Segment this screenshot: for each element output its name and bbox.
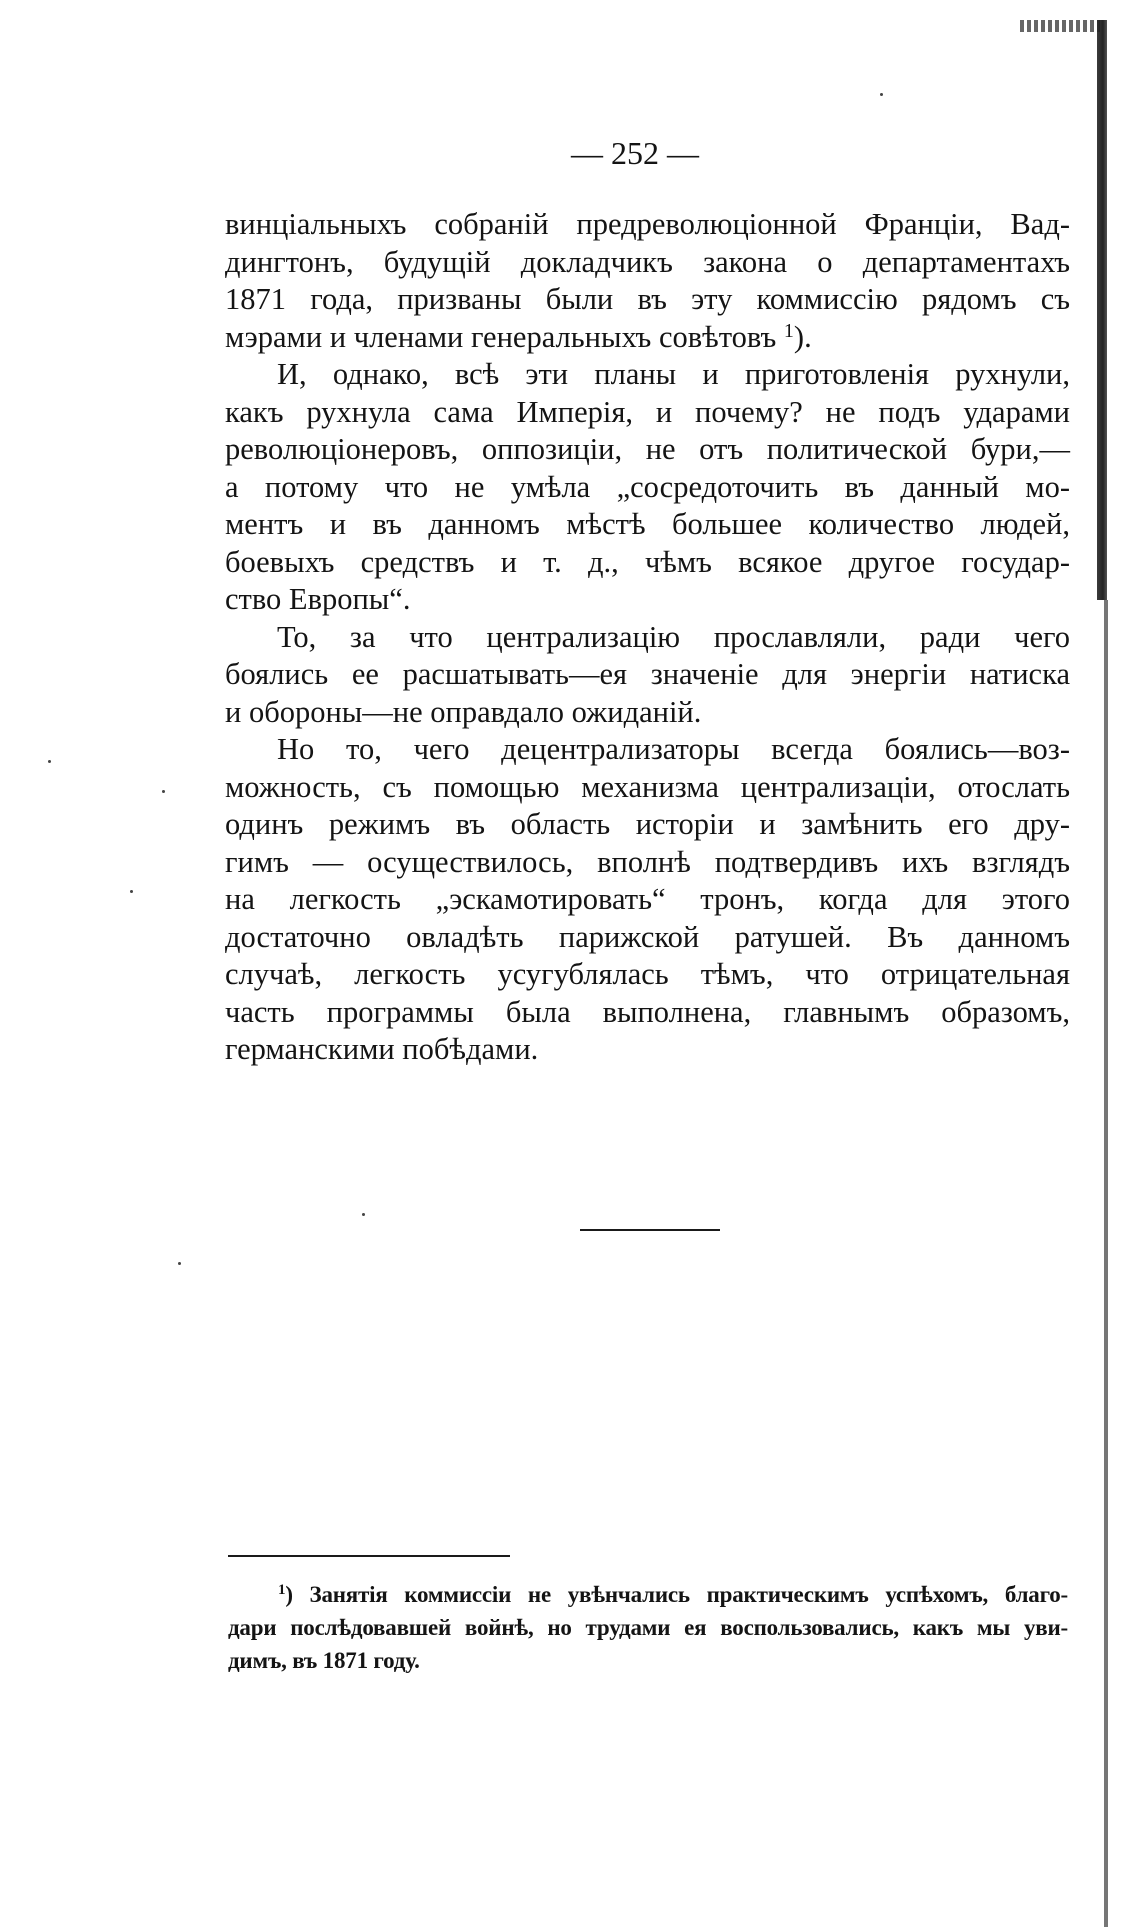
scan-speck [880,93,883,96]
text-line: Но то, чего децентрализаторы всегда боялись—воз- [277,732,1070,766]
text-line [225,319,1070,357]
text-line: дингтонъ, будущій докладчикъ закона о департаментахъ [225,244,1070,279]
text-line: гимъ — осуществилось, вполнѣ подтвердивъ ихъ взглядъ [225,844,1070,879]
text-line: 1871 года, призваны были въ эту коммиссію рядомъ съ [225,282,1070,316]
scan-speck [130,890,133,893]
footnote-rule [228,1555,510,1557]
text-line: ментъ и въ данномъ мѣстѣ большее количество людей, [225,507,1070,541]
text-fragment: ) Занятія коммиссіи не увѣнчались практическимъ успѣхомъ, благо- [285,1582,1068,1607]
text-line: одинъ режимъ въ область исторіи и замѣнить его дру- [225,807,1070,841]
scan-artifact-corner [1020,20,1100,32]
text-line: германскими побѣдами. [225,1032,539,1066]
scan-speck [178,1262,181,1265]
scan-speck [48,760,51,763]
text-line: какъ рухнула сама Имперія, и почему? не подъ ударами [225,394,1070,429]
text-line: То, за что централизацію прославляли, ради чего [277,619,1070,654]
text-line: можность, съ помощью механизма централизаціи, отослать [225,769,1070,804]
paragraph-2 [225,356,1070,619]
text-line: И, однако, всѣ эти планы и приготовленія рухнули, [277,357,1070,391]
section-separator [580,1229,720,1231]
footnote-line: димъ, въ 1871 году. [228,1648,420,1673]
text-line: на легкость „эскамотировать“ тронъ, когда для этого [225,882,1070,916]
paragraph-4 [225,731,1070,1069]
paragraph-1 [225,206,1070,356]
footnote-line [228,1578,1068,1611]
footnote-line: дари послѣдовавшей войнѣ, но трудами ея воспользовались, какъ мы уви- [228,1615,1068,1640]
text-line: революціонеровъ, оппозиціи, не отъ политической бури,— [225,432,1070,466]
footnote-reference: 1 [783,319,794,342]
body-text [225,206,1070,1069]
scan-speck [162,790,165,793]
scan-artifact-edge [1097,20,1107,600]
text-line: случаѣ, легкость усугублялась тѣмъ, что отрицательная [225,957,1070,991]
text-line: и обороны—не оправдало ожиданій. [225,694,702,729]
scan-speck [362,1213,365,1216]
text-line: ство Европы“. [225,582,411,616]
text-fragment: мэрами и членами генеральныхъ совѣтовъ [225,319,777,354]
footnote [228,1578,1068,1677]
text-line: достаточно овладѣть парижской ратушей. Въ данномъ [225,919,1070,954]
footnote-marker: 1 [278,1582,286,1598]
text-line: часть программы была выполнена, главнымъ образомъ, [225,994,1070,1029]
text-line: боевыхъ средствъ и т. д., чѣмъ всякое другое государ- [225,544,1070,579]
text-line: а потому что не умѣла „сосредоточить въ данный мо- [225,469,1070,504]
paragraph-3 [225,619,1070,732]
scan-artifact-edge-lower [1104,600,1108,1927]
text-line: винціальныхъ собраній предреволюціонной Франціи, Вад- [225,207,1070,241]
text-fragment: ). [793,319,812,354]
page-number: — 252 — [571,135,699,171]
text-line: боялись ее расшатывать—ея значеніе для энергіи натиска [225,657,1070,691]
